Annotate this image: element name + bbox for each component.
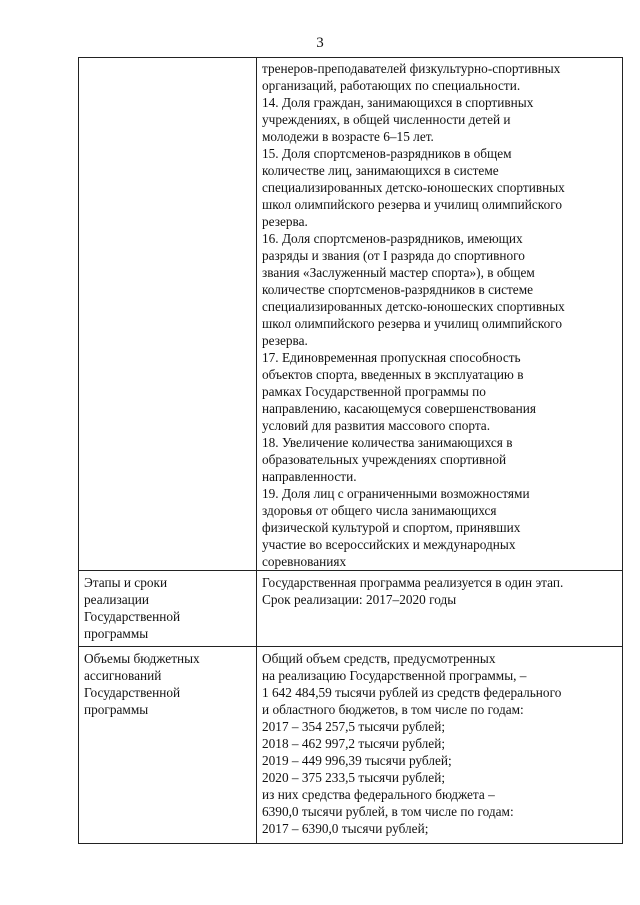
content-line: Государственная программа реализуется в один этап. [262,575,564,590]
label-line: Этапы и сроки [84,575,168,590]
content-line: из них средства федерального бюджета – [262,787,495,802]
content-line: тренеров-преподавателей физкультурно-спортивных [262,61,561,76]
content-line: 15. Доля спортсменов-разрядников в общем [262,146,512,161]
content-line: 6390,0 тысячи рублей, в том числе по годам: [262,804,514,819]
content-line: 2020 – 375 233,5 тысячи рублей; [262,770,446,785]
content-line: резерва. [262,214,308,229]
content-line: рамках Государственной программы по [262,384,486,399]
content-line: физической культурой и спортом, принявших [262,520,521,535]
label-line: программы [84,702,149,717]
content-line: Срок реализации: 2017–2020 годы [262,592,457,607]
content-line: направленности. [262,469,357,484]
content-line: школ олимпийского резерва и училищ олимпийского [262,316,563,331]
content-line: школ олимпийского резерва и училищ олимпийского [262,197,563,212]
row-content-cell [257,58,623,571]
content-line: на реализацию Государственной программы, – [262,668,527,683]
row-label-cell [79,571,257,647]
label-line: Государственной [84,609,181,624]
content-line: образовательных учреждениях спортивной [262,452,507,467]
content-line: здоровья от общего числа занимающихся [262,503,497,518]
content-line: соревнованиях [262,554,347,569]
content-line: объектов спорта, введенных в эксплуатацию в [262,367,524,382]
row-label-cell [79,647,257,844]
content-line: 2018 – 462 997,2 тысячи рублей; [262,736,446,751]
content-line: резерва. [262,333,308,348]
label-line: Объемы бюджетных [84,651,200,666]
content-line: 14. Доля граждан, занимающихся в спортивных [262,95,534,110]
row-label-cell [79,58,257,571]
label-line: ассигнований [84,668,162,683]
content-line: разряды и звания (от I разряда до спортивного [262,248,525,263]
row-content-cell [257,647,623,844]
content-line: количестве лиц, занимающихся в системе [262,163,499,178]
label-line: Государственной [84,685,181,700]
content-line: условий для развития массового спорта. [262,418,491,433]
table-body [79,58,623,844]
content-line: 2019 – 449 996,39 тысячи рублей; [262,753,452,768]
label-line: реализации [84,592,149,607]
content-line: 17. Единовременная пропускная способность [262,350,521,365]
program-passport-table [78,57,623,844]
content-line: направлению, касающемуся совершенствования [262,401,537,416]
content-line: 2017 – 6390,0 тысячи рублей; [262,821,429,836]
page-number: 3 [316,35,324,51]
content-line: 16. Доля спортсменов-разрядников, имеющих [262,231,523,246]
content-line: молодежи в возрасте 6–15 лет. [262,129,434,144]
content-line: 1 642 484,59 тысячи рублей из средств федерального [262,685,562,700]
table-row [79,571,623,647]
content-line: Общий объем средств, предусмотренных [262,651,496,666]
content-line: организаций, работающих по специальности. [262,78,521,93]
label-line: программы [84,626,149,641]
content-line: 2017 – 354 257,5 тысячи рублей; [262,719,446,734]
content-line: количестве спортсменов-разрядников в системе [262,282,534,297]
content-line: специализированных детско-юношеских спортивных [262,180,565,195]
table-row [79,58,623,571]
content-line: и областного бюджетов, в том числе по годам: [262,702,524,717]
content-line: участие во всероссийских и международных [262,537,516,552]
content-line: специализированных детско-юношеских спортивных [262,299,565,314]
content-line: 19. Доля лиц с ограниченными возможностями [262,486,530,501]
content-line: учреждениях, в общей численности детей и [262,112,511,127]
table-row [79,647,623,844]
content-line: звания «Заслуженный мастер спорта»), в общем [262,265,535,280]
row-content-cell [257,571,623,647]
content-line: 18. Увеличение количества занимающихся в [262,435,513,450]
